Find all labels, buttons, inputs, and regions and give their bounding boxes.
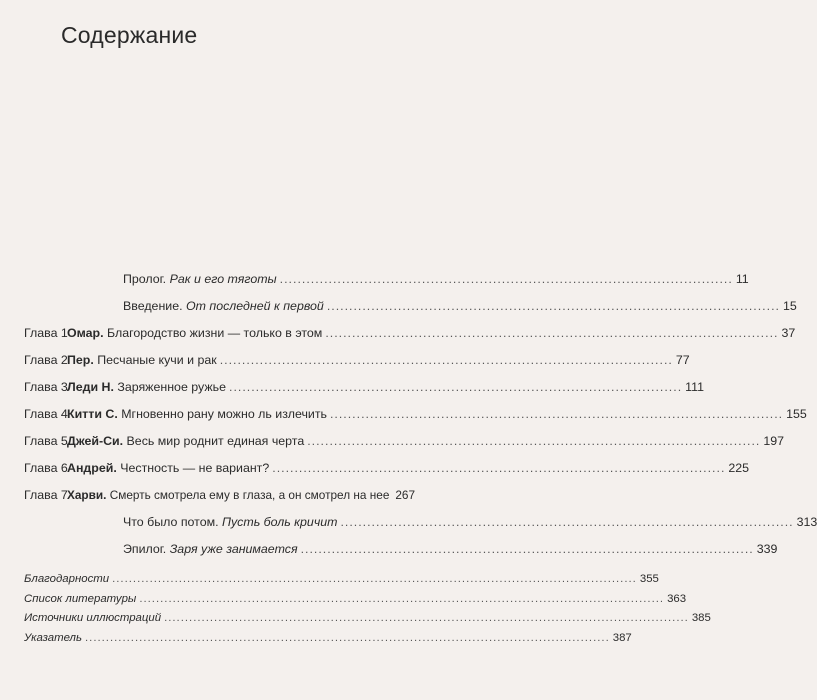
toc-entry-chapter-4[interactable] — [0, 405, 807, 423]
chapter-title: Заряженное ружье — [113, 380, 226, 394]
chapter-person: Харви. — [67, 488, 107, 502]
entry-title: Список литературы — [24, 593, 137, 605]
page-number: 313 — [796, 515, 817, 529]
toc-entry-illustration-sources[interactable] — [0, 609, 711, 627]
entry-title: Благодарности — [24, 573, 110, 585]
chapter-label: Глава 6 — [24, 461, 68, 475]
toc-entry-aftermath[interactable] — [0, 513, 817, 531]
page-number: 11 — [735, 272, 749, 286]
dot-leader: ...................................................................................................... — [272, 461, 726, 475]
entry-label: Введение. — [123, 299, 186, 313]
toc-entry-chapter-6[interactable] — [0, 459, 750, 477]
chapter-title: Весь мир роднит единая черта — [123, 434, 305, 448]
dot-leader: ...................................................................................................... — [326, 299, 780, 313]
chapter-person: Андрей. — [67, 461, 117, 475]
toc-entry-chapter-5[interactable] — [0, 432, 785, 450]
dot-leader: ...................................................................................................... — [219, 353, 673, 367]
dot-leader: ...................................................................................................... — [300, 542, 754, 556]
page-number: 355 — [639, 573, 659, 585]
dot-leader: .............................................................................................................................. — [112, 573, 637, 585]
entry-title: От последней к первой — [186, 299, 324, 313]
toc-entry-epilogue[interactable] — [0, 540, 778, 558]
chapter-person: Омар. — [67, 326, 104, 340]
toc-entry-chapter-1[interactable] — [0, 324, 796, 342]
chapter-title: Песчаные кучи и рак — [93, 353, 217, 367]
dot-leader: .............................................................................................................................. — [164, 612, 689, 624]
toc-entry-acknowledgements[interactable] — [0, 570, 659, 588]
page-number: 339 — [756, 542, 778, 556]
chapter-label: Глава 4 — [24, 407, 68, 421]
page-number: 225 — [728, 461, 750, 475]
chapter-person: Леди Н. — [67, 380, 114, 394]
entry-title: Указатель — [24, 632, 82, 644]
page-number: 267 — [395, 488, 416, 502]
page-number: 37 — [781, 326, 796, 340]
chapter-title: Смерть смотрела ему в глаза, а он смотрел на нее — [106, 488, 390, 502]
toc-entry-chapter-3[interactable] — [0, 378, 704, 396]
toc-entry-bibliography[interactable] — [0, 590, 687, 608]
page-number: 385 — [691, 612, 711, 624]
chapter-label: Глава 3 — [24, 380, 68, 394]
dot-leader: ...................................................................................................... — [279, 272, 733, 286]
toc-entry-introduction[interactable] — [0, 297, 797, 315]
page-number: 155 — [786, 407, 807, 421]
page-title: Содержание — [61, 22, 198, 48]
dot-leader: ...................................................................................................... — [229, 380, 683, 394]
page-number: 197 — [763, 434, 785, 448]
chapter-title: Честность — не вариант? — [116, 461, 270, 475]
dot-leader: .............................................................................................................................. — [139, 593, 665, 605]
dot-leader: ...................................................................................................... — [329, 407, 784, 421]
toc-entry-index[interactable] — [0, 629, 632, 647]
chapter-title: Мгновенно рану можно ль излечить — [117, 407, 327, 421]
chapter-label: Глава 7 — [24, 488, 68, 502]
chapter-label: Глава 1 — [24, 326, 68, 340]
entry-label: Пролог. — [123, 272, 170, 286]
entry-label: Эпилог. — [123, 542, 170, 556]
page-number: 111 — [685, 380, 704, 394]
entry-title: Рак и его тяготы — [169, 272, 277, 286]
dot-leader: ...................................................................................................... — [307, 434, 761, 448]
dot-leader: ...................................................................................................... — [340, 515, 794, 529]
dot-leader: ...................................................................................................... — [325, 326, 779, 340]
toc-entry-prologue[interactable] — [0, 270, 749, 288]
toc-entry-chapter-7[interactable] — [0, 486, 434, 504]
page-number: 363 — [667, 593, 687, 605]
toc-entry-chapter-2[interactable] — [0, 351, 690, 369]
entry-title: Источники иллюстраций — [24, 612, 162, 624]
chapter-label: Глава 2 — [24, 353, 68, 367]
entry-title: Заря уже занимается — [169, 542, 298, 556]
chapter-person: Пер. — [67, 353, 94, 367]
chapter-label: Глава 5 — [24, 434, 68, 448]
page-number: 77 — [675, 353, 690, 367]
dot-leader: .............................................................................................................................. — [84, 632, 610, 644]
page-number: 387 — [612, 632, 632, 644]
chapter-person: Джей-Си. — [67, 434, 124, 448]
chapter-person: Китти С. — [67, 407, 118, 421]
page-number: 15 — [782, 299, 797, 313]
entry-title: Пусть боль кричит — [222, 515, 338, 529]
chapter-title: Благородство жизни — только в этом — [103, 326, 323, 340]
entry-label: Что было потом. — [123, 515, 222, 529]
